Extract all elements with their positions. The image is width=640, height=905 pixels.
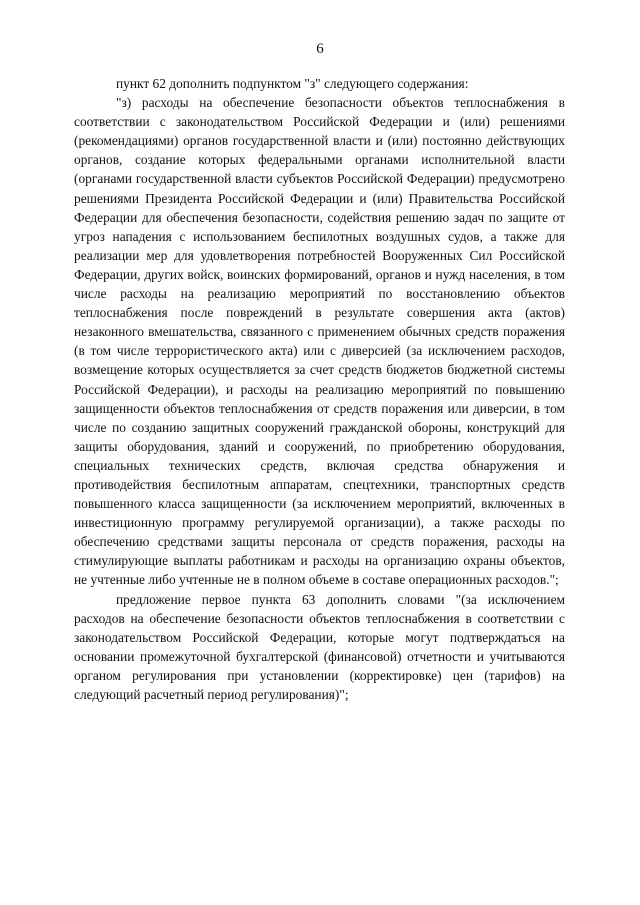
paragraph-subitem-z: "з) расходы на обеспечение безопасности объектов теплоснабжения в соответствии с законодательством Российской Федерации и (или) решениями (рекомендациями) органов государственной власти и (или) постоянно действующих органов, создание которых федеральными органами исполнительной власти (органами государственной власти субъектов Российской Федерации) предусмотрено решениями Президента Российской Федерации и (или) Правительства Российской Федерации для обеспечения безопасности, содействия решению задач по защите от угроз нападения с использованием беспилотных воздушных судов, а также для реализации мер для удовлетворения потребностей Вооруженных Сил Российской Федерации, других войск, воинских формирований, органов и нужд населения, в том числе расходы на реализацию мероприятий по восстановлению объектов теплоснабжения после повреждений в результате совершения акта (актов) незаконного вмешательства, связанного с применением обычных средств поражения (в том числе террористического акта) или с диверсией (за исключением расходов, возмещение которых осуществляется за счет средств бюджетов бюджетной системы Российской Федерации), и расходы на реализацию мероприятий по повышению защищенности объектов теплоснабжения от средств поражения или диверсии, в том числе по созданию защитных сооружений гражданской обороны, конструкций для защиты оборудования, зданий и сооружений, по приобретению оборудования, специальных технических средств, включая средства обнаружения и противодействия беспилотным аппаратам, спецтехники, транспортных средств повышенного класса защищенности (за исключением мероприятий, включенных в инвестиционную программу регулируемой организации), а также расходы по обеспечению средствами защиты персонала от средств поражения, расходы на стимулирующие выплаты работникам и расходы на организацию охраны объектов, не учтенные либо учтенные не в полном объеме в составе операционных расходов.";	[74, 95, 565, 588]
paragraph-amend-item-63: предложение первое пункта 63 дополнить словами "(за исключением расходов на обеспечение безопасности объектов теплоснабжения в соответствии с законодательством Российской Федерации, которые могут подтверждаться на основании промежуточной бухгалтерской (финансовой) отчетности и учитываются органом регулирования при установлении (корректировке) цен (тарифов) на следующий расчетный период регулирования)";	[74, 591, 565, 702]
document-body	[74, 74, 565, 704]
page-number: 6	[316, 41, 324, 57]
paragraph-amend-item-62: пункт 62 дополнить подпунктом "з" следующего содержания:	[116, 76, 469, 91]
